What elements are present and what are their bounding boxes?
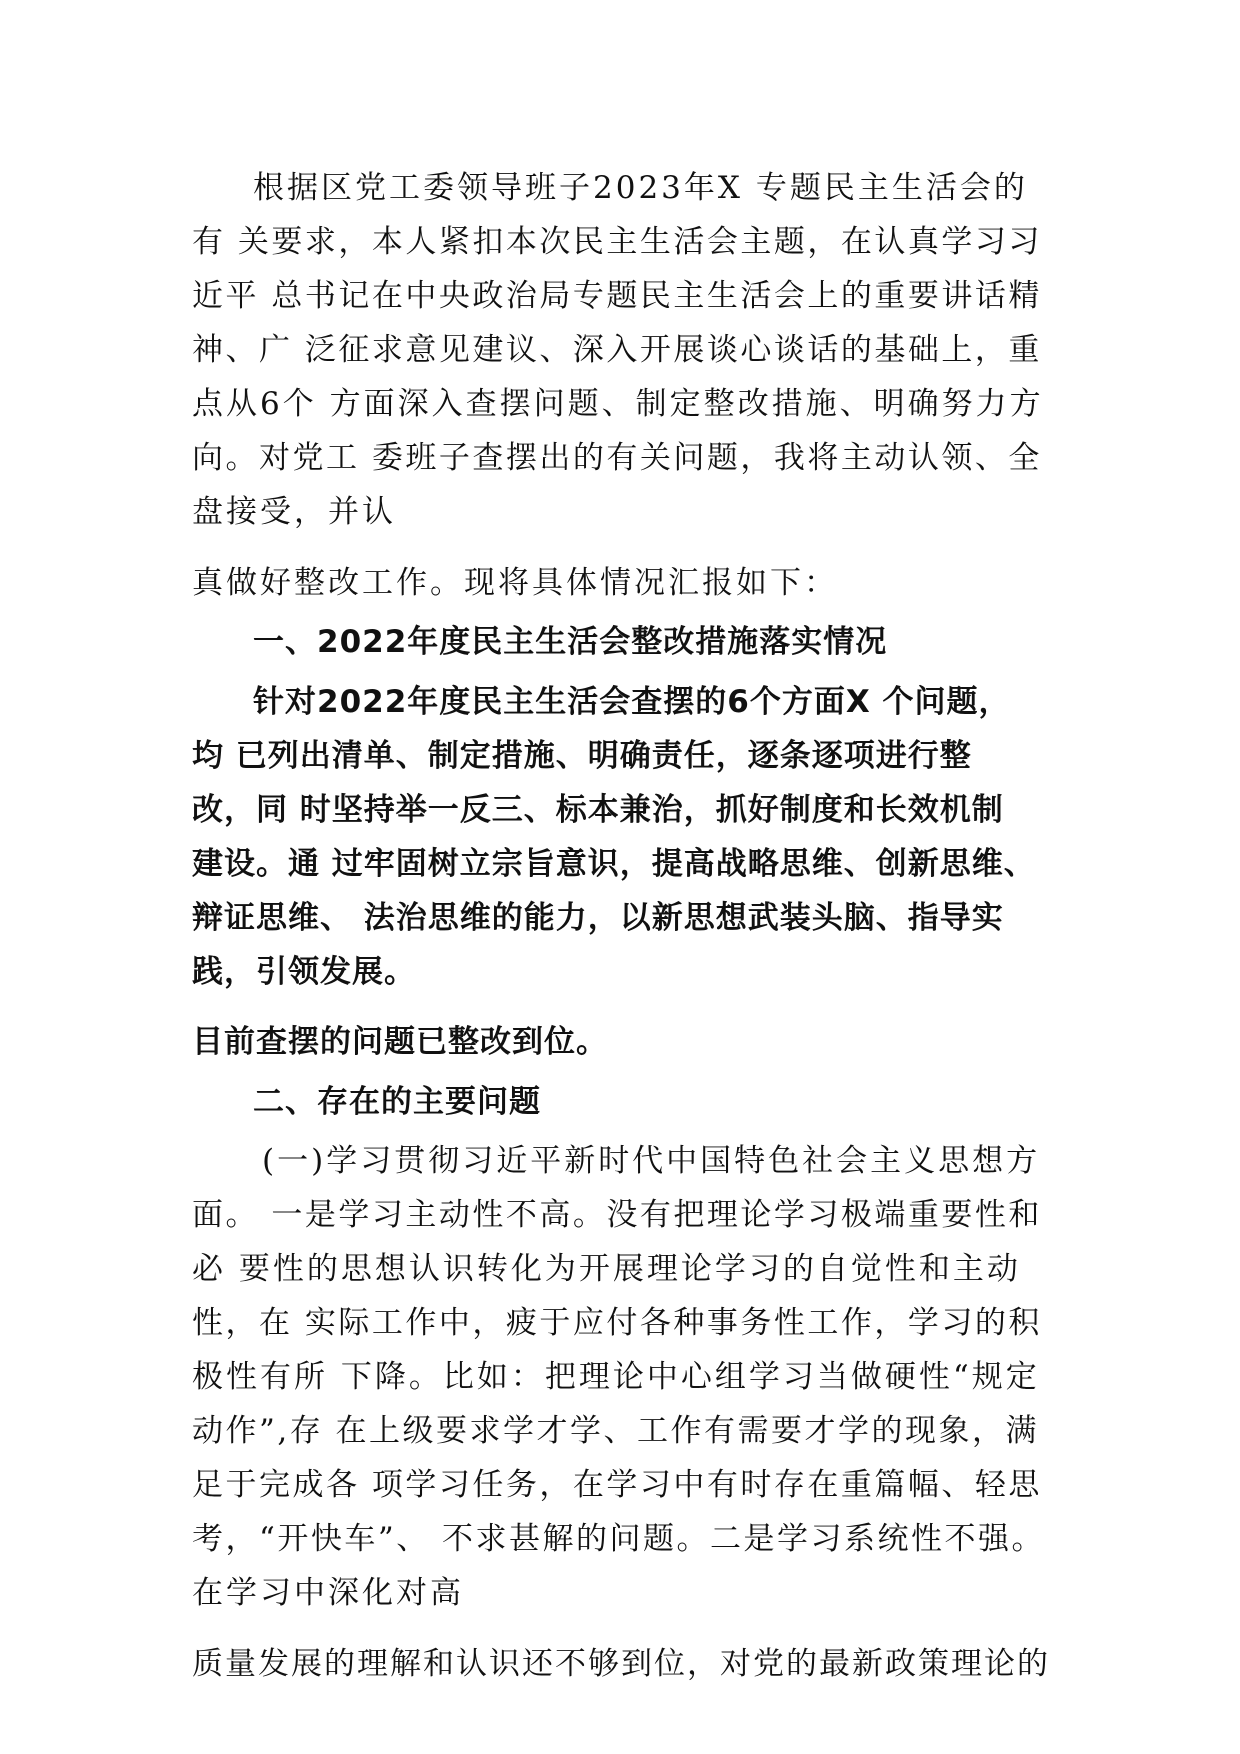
section-heading-1: 一、2022年度民主生活会整改措施落实情况 (253, 624, 888, 660)
section1-line: 建设。通 过牢固树立宗旨意识，提高战略思维、创新思维、 (192, 846, 1036, 882)
intro-line: 有 关要求，本人紧扣本次民主生活会主题，在认真学习习 (192, 224, 1042, 260)
section2-line: 动作”,存 在上级要求学才学、工作有需要才学的现象，满 (192, 1413, 1040, 1449)
section1-line: 均 已列出清单、制定措施、明确责任，逐条逐项进行整 (192, 738, 972, 774)
section1-line: 目前查摆的问题已整改到位。 (192, 1024, 608, 1060)
section1-line: 针对2022年度民主生活会查摆的6个方面X 个问题， (253, 684, 1011, 720)
intro-line: 近平 总书记在中央政治局专题民主生活会上的重要讲话精 (192, 278, 1042, 314)
intro-line: 向。对党工 委班子查摆出的有关问题，我将主动认领、全 (192, 440, 1042, 476)
section1-line: 践，引领发展。 (192, 954, 416, 990)
section1-line: 改，同 时坚持举一反三、标本兼治，抓好制度和长效机制 (192, 792, 1004, 828)
section2-line: 面。 一是学习主动性不高。没有把理论学习极端重要性和 (192, 1197, 1042, 1233)
intro-line: 盘接受，并认 (192, 494, 396, 530)
intro-line: 根据区党工委领导班子2023年X 专题民主生活会的 (253, 170, 1028, 206)
section2-line: 在学习中深化对高 (192, 1575, 464, 1611)
section2-line: 足于完成各 项学习任务，在学习中有时存在重篇幅、轻思 (192, 1467, 1042, 1503)
intro-line: 神、广 泛征求意见建议、深入开展谈心谈话的基础上，重 (192, 332, 1042, 368)
section2-line: 必 要性的思想认识转化为开展理论学习的自觉性和主动 (192, 1251, 1021, 1287)
section-heading-2: 二、存在的主要问题 (253, 1084, 541, 1120)
section2-line: 考，“开快车”、 不求甚解的问题。二是学习系统性不强。 (192, 1521, 1046, 1557)
section2-line: 质量发展的理解和认识还不够到位，对党的最新政策理论的 (192, 1646, 1050, 1682)
section2-line: (一)学习贯彻习近平新时代中国特色社会主义思想方 (262, 1143, 1041, 1179)
intro-line: 真做好整改工作。现将具体情况汇报如下： (192, 565, 838, 601)
intro-line: 点从6个 方面深入查摆问题、制定整改措施、明确努力方 (192, 386, 1044, 422)
section2-line: 性，在 实际工作中，疲于应付各种事务性工作，学习的积 (192, 1305, 1042, 1341)
section1-line: 辩证思维、 法治思维的能力，以新思想武装头脑、指导实 (192, 900, 1004, 936)
section2-line: 极性有所 下降。比如：把理论中心组学习当做硬性“规定 (192, 1359, 1040, 1395)
